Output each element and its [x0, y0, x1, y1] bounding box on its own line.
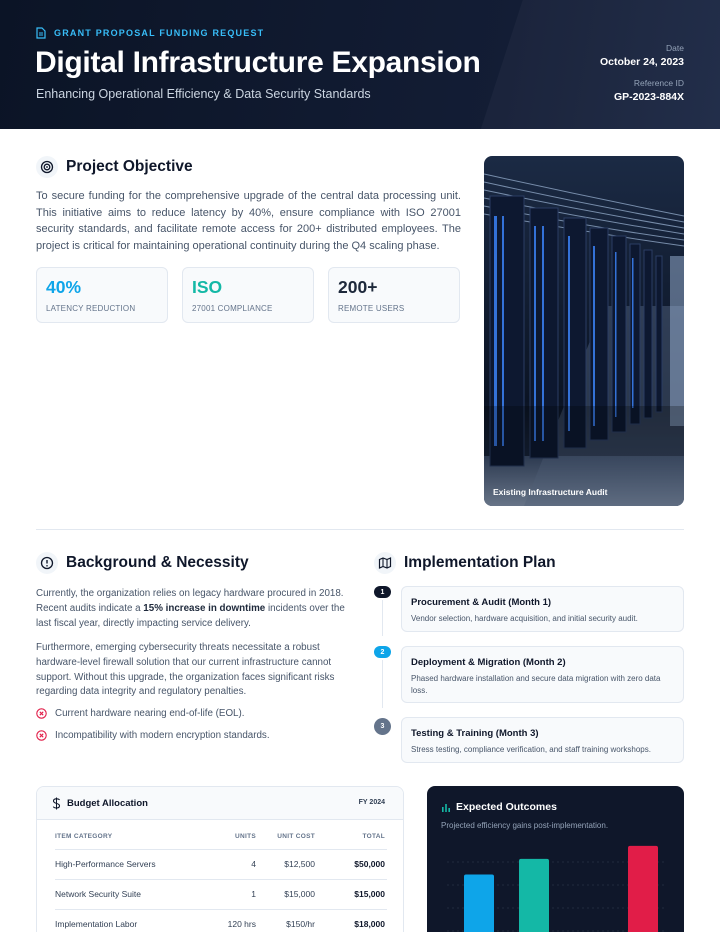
fiscal-year-badge: FY 2024	[358, 799, 385, 806]
risk-bullet: Current hardware nearing end-of-life (EOL).	[36, 708, 245, 719]
page-subtitle: Enhancing Operational Efficiency & Data Security Standards	[36, 87, 371, 101]
kicker-text: GRANT PROPOSAL FUNDING REQUEST	[54, 28, 265, 38]
objective-heading	[36, 156, 193, 178]
server-room-image	[484, 156, 684, 506]
column-header: UNITS	[235, 833, 256, 840]
document-icon	[36, 27, 46, 39]
stat-card-iso	[182, 267, 314, 323]
timeline-connector	[382, 600, 383, 636]
stat-value: ISO	[192, 277, 223, 297]
stat-card-latency	[36, 267, 168, 323]
outcomes-chart	[427, 786, 684, 932]
step-number: 3	[374, 718, 391, 735]
risk-bullet: Incompatibility with modern encryption standards.	[36, 730, 270, 741]
timeline-connector	[382, 660, 383, 708]
page-title: Digital Infrastructure Expansion	[35, 46, 481, 79]
step-card	[401, 717, 684, 763]
reference-block	[614, 78, 684, 103]
background-heading	[36, 552, 249, 574]
column-header: TOTAL	[362, 833, 385, 840]
table-cell: $12,500	[284, 859, 315, 869]
stat-value: 40%	[46, 277, 82, 297]
date-label: Date	[666, 43, 684, 53]
stat-label: REMOTE USERS	[338, 304, 405, 313]
step-description: Phased hardware installation and secure data migration with zero data loss.	[411, 674, 661, 695]
header-banner	[0, 0, 720, 129]
background-paragraph-2: Furthermore, emerging cybersecurity threats necessitate a robust hardware-level firewall solution that our current infrastructure cannot support. Without this upgrade, the organization faces significant risks regarding data integrity and regulatory penalties.	[36, 642, 335, 698]
step-card	[401, 646, 684, 703]
table-cell: $150/hr	[286, 919, 315, 929]
table-cell: $18,000	[354, 919, 385, 929]
column-header: UNIT COST	[277, 833, 315, 840]
budget-card	[36, 786, 404, 932]
step-number: 2	[374, 646, 391, 658]
table-cell: High-Performance Servers	[55, 859, 156, 869]
step-title: Deployment & Migration (Month 2)	[411, 657, 566, 668]
reference-label: Reference ID	[633, 78, 684, 88]
outcome-bar	[628, 846, 658, 932]
outcomes-title: Expected Outcomes	[456, 801, 557, 813]
table-cell: 120 hrs	[227, 919, 256, 929]
alert-circle-icon	[36, 552, 58, 574]
budget-header	[37, 787, 403, 820]
step-number: 1	[374, 586, 391, 598]
objective-title: Project Objective	[66, 158, 193, 175]
table-cell: $50,000	[354, 859, 385, 869]
stat-value: 200+	[338, 277, 378, 297]
table-cell: 1	[251, 889, 256, 899]
outcomes-card	[427, 786, 684, 932]
step-title: Procurement & Audit (Month 1)	[411, 597, 552, 608]
background-paragraph-1: Currently, the organization relies on legacy hardware procured in 2018. Recent audits indicate a 15% increase in downtime incidents over the last fiscal year, directly impacting service delivery.	[36, 588, 345, 629]
step-description: Vendor selection, hardware acquisition, and initial security audit.	[411, 614, 638, 623]
objective-text: To secure funding for the comprehensive upgrade of the central data processing unit. This initiative aims to reduce latency by 40%, ensure compliance with ISO 27001 security standards, and facilitate remote access for 200+ distributed employees. The project is critical for maintaining operational continuity during the Q4 scaling phase.	[36, 190, 461, 252]
image-caption: Existing Infrastructure Audit	[493, 487, 608, 497]
outcome-bar	[519, 859, 549, 932]
background-title: Background & Necessity	[66, 554, 249, 571]
table-cell: $15,000	[284, 889, 315, 899]
date-value: October 24, 2023	[599, 56, 684, 68]
target-icon	[36, 156, 58, 178]
step-title: Testing & Training (Month 3)	[411, 728, 539, 739]
table-cell: $15,000	[354, 889, 385, 899]
outcomes-subtitle: Projected efficiency gains post-implementation.	[441, 821, 609, 830]
table-cell: Network Security Suite	[55, 889, 141, 899]
plan-title: Implementation Plan	[404, 554, 556, 571]
x-circle-icon	[36, 708, 47, 719]
section-divider	[36, 529, 684, 530]
date-block	[600, 43, 684, 68]
reference-value: GP-2023-884X	[613, 91, 684, 103]
step-description: Stress testing, compliance verification, and staff training workshops.	[411, 745, 651, 754]
column-header: ITEM CATEGORY	[55, 833, 113, 840]
outcome-bar	[464, 875, 494, 932]
stat-label: LATENCY REDUCTION	[46, 304, 136, 313]
kicker	[36, 27, 264, 39]
table-cell: Implementation Labor	[55, 919, 138, 929]
stat-label: 27001 COMPLIANCE	[192, 304, 273, 313]
highlight-text: 15% increase in downtime	[143, 602, 266, 614]
table-cell: 4	[251, 859, 256, 869]
x-circle-icon	[36, 730, 47, 741]
plan-heading	[374, 552, 556, 574]
step-card	[401, 586, 684, 632]
stat-card-users	[328, 267, 460, 323]
dollar-icon	[52, 797, 61, 810]
budget-title: Budget Allocation	[67, 798, 148, 809]
map-icon	[374, 552, 396, 574]
